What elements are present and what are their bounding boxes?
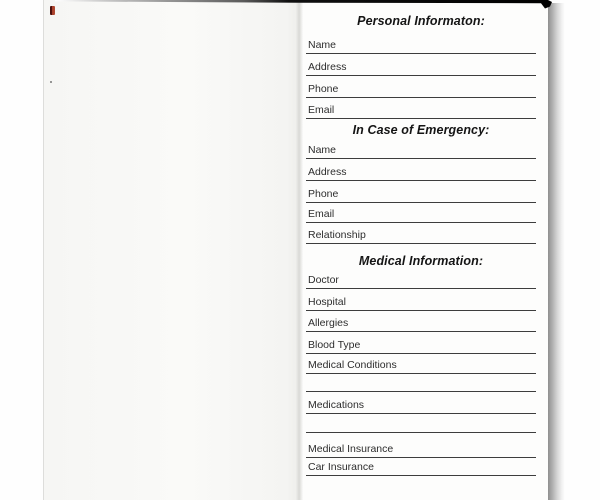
- field-label: Email: [308, 208, 335, 220]
- field-label: Blood Type: [308, 339, 361, 351]
- field-label: Allergies: [308, 317, 349, 329]
- section-title-medical: Medical Information:: [358, 254, 484, 268]
- field-row-car-insurance: [306, 459, 536, 476]
- field-row-medical-conditions: [306, 357, 536, 374]
- field-row-emergency-phone: [306, 186, 536, 203]
- field-label: Name: [308, 144, 337, 156]
- field-row-personal-phone: [306, 81, 536, 98]
- field-row-hospital: [306, 294, 536, 311]
- field-row-emergency-address: [306, 164, 536, 181]
- section-title-emergency: In Case of Emergency:: [352, 123, 490, 137]
- field-label: Car Insurance: [308, 461, 374, 473]
- field-label: Medical Insurance: [308, 443, 394, 455]
- scan-speck: [50, 81, 52, 83]
- field-label: Name: [308, 39, 337, 51]
- field-label: Hospital: [308, 296, 346, 308]
- field-row-personal-name: [306, 37, 536, 54]
- field-row-medical-insurance: [306, 441, 536, 458]
- field-label: Medications: [308, 399, 365, 411]
- field-label: Medical Conditions: [308, 359, 397, 371]
- field-row-allergies: [306, 315, 536, 332]
- field-label: Relationship: [308, 229, 366, 241]
- page-right-edge-shadow: [548, 3, 565, 500]
- field-label: Address: [308, 61, 347, 73]
- field-row-emergency-relationship: [306, 227, 536, 244]
- field-row-emergency-name: [306, 142, 536, 159]
- field-row-medical-conditions-extra-line: [306, 375, 536, 392]
- section-title-personal: Personal Informaton:: [357, 14, 485, 28]
- cover-top-edge: [0, 0, 600, 14]
- left-page: [43, 0, 302, 500]
- field-row-personal-email: [306, 102, 536, 119]
- field-row-emergency-email: [306, 206, 536, 223]
- field-row-doctor: [306, 272, 536, 289]
- field-row-medications: [306, 397, 536, 414]
- page-spine: [296, 0, 303, 500]
- field-label: Phone: [308, 188, 339, 200]
- field-label: Address: [308, 166, 347, 178]
- field-row-medications-extra-line: [306, 416, 536, 433]
- field-label: Phone: [308, 83, 339, 95]
- field-label: Email: [308, 104, 335, 116]
- field-label: Doctor: [308, 274, 339, 286]
- field-row-blood-type: [306, 337, 536, 354]
- field-row-personal-address: [306, 59, 536, 76]
